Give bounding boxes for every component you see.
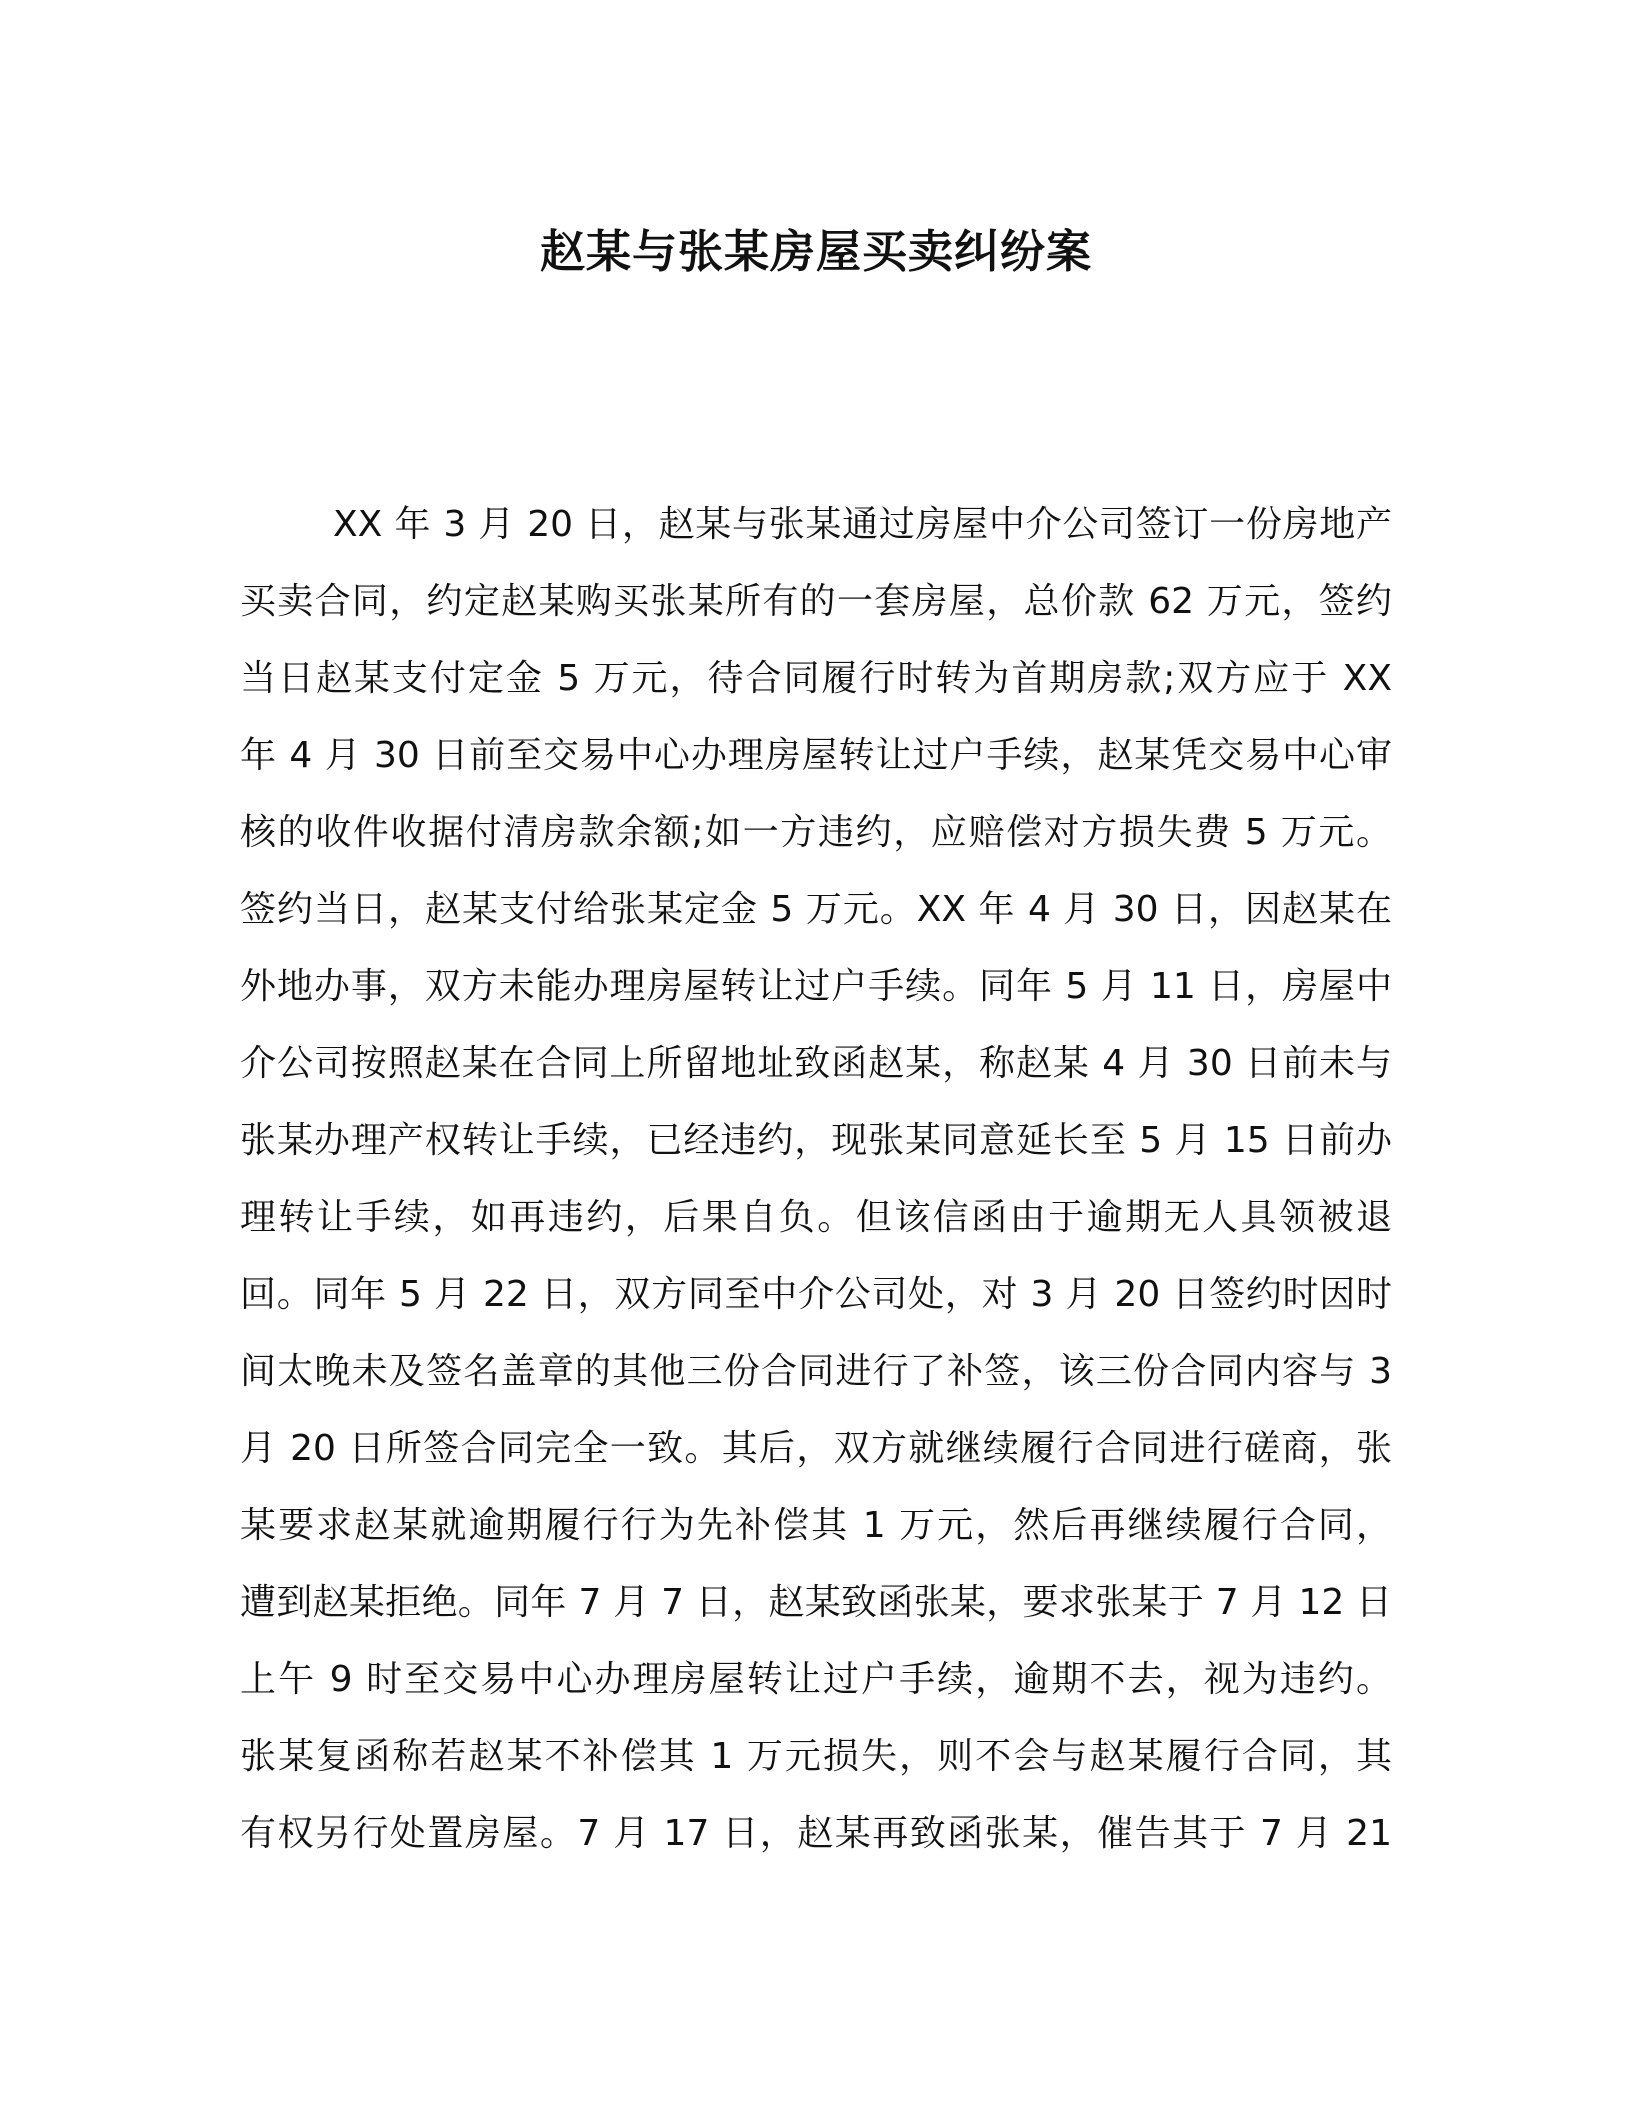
paragraph-line: 遭到赵某拒绝。同年 7 月 7 日，赵某致函张某，要求张某于 7 月 12 日	[240, 1582, 1392, 1623]
paragraph-line: XX 年 3 月 20 日，赵某与张某通过房屋中介公司签订一份房地产	[333, 504, 1392, 545]
paragraph-line: 介公司按照赵某在合同上所留地址致函赵某，称赵某 4 月 30 日前未与	[240, 1043, 1392, 1084]
document-body	[240, 486, 1392, 1872]
paragraph-line: 张某复函称若赵某不补偿其 1 万元损失，则不会与赵某履行合同，其	[240, 1736, 1392, 1777]
paragraph-line: 间太晚未及签名盖章的其他三份合同进行了补签，该三份合同内容与 3	[240, 1351, 1392, 1392]
paragraph-line: 理转让手续，如再违约，后果自负。但该信函由于逾期无人具领被退	[240, 1197, 1392, 1238]
paragraph-line: 外地办事，双方未能办理房屋转让过户手续。同年 5 月 11 日，房屋中	[240, 966, 1392, 1007]
paragraph-line: 张某办理产权转让手续，已经违约，现张某同意延长至 5 月 15 日前办	[240, 1120, 1392, 1161]
paragraph-line: 某要求赵某就逾期履行行为先补偿其 1 万元，然后再继续履行合同，	[240, 1505, 1392, 1546]
paragraph-line: 签约当日，赵某支付给张某定金 5 万元。XX 年 4 月 30 日，因赵某在	[240, 889, 1392, 930]
paragraph-line: 月 20 日所签合同完全一致。其后，双方就继续履行合同进行磋商，张	[240, 1428, 1392, 1469]
paragraph-line: 买卖合同，约定赵某购买张某所有的一套房屋，总价款 62 万元，签约	[240, 581, 1392, 622]
paragraph-line: 年 4 月 30 日前至交易中心办理房屋转让过户手续，赵某凭交易中心审	[240, 735, 1392, 776]
paragraph-line: 核的收件收据付清房款余额;如一方违约，应赔偿对方损失费 5 万元。	[240, 812, 1392, 853]
paragraph-line: 当日赵某支付定金 5 万元，待合同履行时转为首期房款;双方应于 XX	[240, 658, 1392, 699]
document-title: 赵某与张某房屋买卖纠纷案	[539, 225, 1092, 278]
paragraph-line: 有权另行处置房屋。7 月 17 日，赵某再致函张某，催告其于 7 月 21	[240, 1813, 1392, 1854]
paragraph-line: 上午 9 时至交易中心办理房屋转让过户手续，逾期不去，视为违约。	[240, 1659, 1392, 1700]
paragraph-line: 回。同年 5 月 22 日，双方同至中介公司处，对 3 月 20 日签约时因时	[240, 1274, 1392, 1315]
